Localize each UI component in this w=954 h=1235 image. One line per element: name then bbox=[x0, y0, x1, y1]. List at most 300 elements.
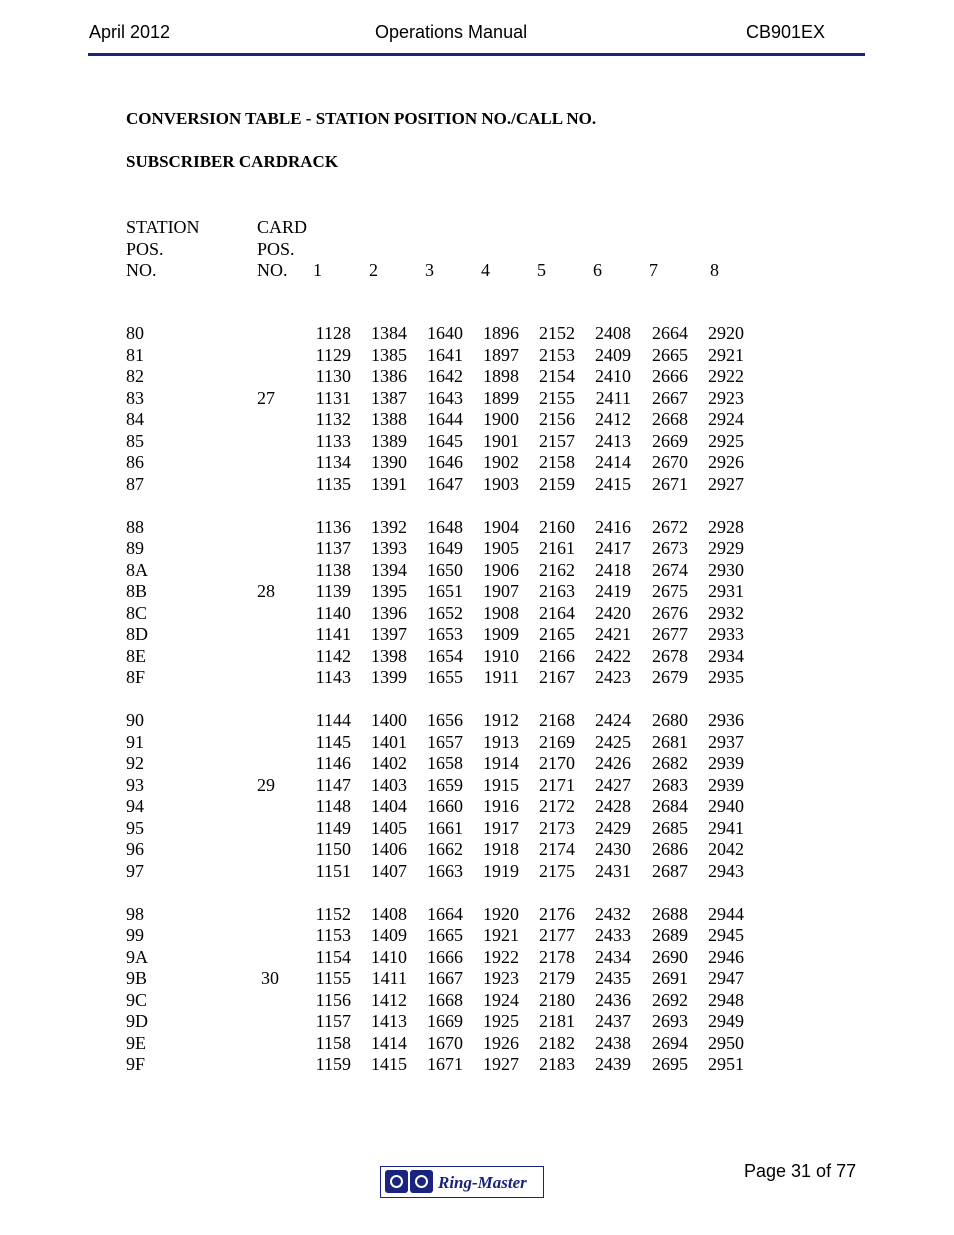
call-number-cell: 2680 bbox=[652, 710, 688, 730]
conversion-table bbox=[0, 323, 954, 1097]
station-header-line: NO. bbox=[126, 260, 157, 280]
call-number-cell: 2934 bbox=[708, 645, 744, 666]
call-number-cell: 1659 bbox=[427, 774, 463, 795]
call-number-cell: 2427 bbox=[595, 774, 631, 795]
call-number-cell: 1645 bbox=[427, 430, 463, 451]
call-number-cell: 1392 bbox=[371, 516, 407, 537]
call-number-cell: 1159 bbox=[315, 1054, 351, 1074]
call-number-cell: 1388 bbox=[371, 409, 407, 429]
call-number-cell: 1904 bbox=[483, 516, 519, 537]
call-number-cell: 2691 bbox=[652, 968, 688, 988]
table-row bbox=[0, 1011, 954, 1033]
station-pos-cell: 95 bbox=[126, 817, 144, 838]
call-number-cell: 1660 bbox=[427, 796, 463, 816]
call-number-cell: 2410 bbox=[595, 366, 631, 386]
call-number-cell: 1922 bbox=[483, 946, 519, 967]
call-number-cell: 1910 bbox=[483, 645, 519, 666]
call-number-cell: 2163 bbox=[539, 581, 575, 601]
table-row bbox=[0, 796, 954, 818]
call-number-cell: 1902 bbox=[483, 452, 519, 472]
station-pos-cell: 8D bbox=[126, 624, 148, 644]
call-number-cell: 2168 bbox=[539, 710, 575, 730]
table-row bbox=[0, 517, 954, 539]
call-number-cell: 1140 bbox=[315, 602, 351, 623]
station-pos-cell: 9B bbox=[126, 968, 148, 988]
call-number-cell: 1658 bbox=[427, 753, 463, 773]
call-number-cell: 1906 bbox=[483, 559, 519, 580]
call-number-cell: 2173 bbox=[539, 817, 575, 838]
call-number-cell: 2677 bbox=[652, 624, 688, 644]
call-number-cell: 2679 bbox=[652, 667, 688, 687]
table-row bbox=[0, 925, 954, 947]
column-number-header: 2 bbox=[369, 260, 378, 280]
call-number-cell: 2162 bbox=[539, 559, 575, 580]
table-row bbox=[0, 366, 954, 388]
call-number-cell: 1662 bbox=[427, 839, 463, 859]
call-number-cell: 2945 bbox=[708, 925, 744, 945]
call-number-cell: 2692 bbox=[652, 989, 688, 1010]
call-number-cell: 2414 bbox=[595, 452, 631, 472]
call-number-cell: 1898 bbox=[483, 366, 519, 386]
call-number-cell: 1386 bbox=[371, 366, 407, 386]
call-number-cell: 2688 bbox=[652, 903, 688, 924]
call-number-cell: 2155 bbox=[539, 387, 575, 408]
call-number-cell: 2436 bbox=[595, 989, 631, 1010]
call-number-cell: 2924 bbox=[708, 409, 744, 429]
call-number-cell: 2672 bbox=[652, 516, 688, 537]
call-number-cell: 2422 bbox=[595, 645, 631, 666]
call-number-cell: 2439 bbox=[595, 1054, 631, 1074]
call-number-cell: 1154 bbox=[315, 946, 351, 967]
call-number-cell: 2164 bbox=[539, 602, 575, 623]
call-number-cell: 2157 bbox=[539, 430, 575, 451]
call-number-cell: 2432 bbox=[595, 903, 631, 924]
call-number-cell: 2165 bbox=[539, 624, 575, 644]
station-pos-cell: 8A bbox=[126, 559, 148, 580]
station-pos-cell: 9A bbox=[126, 946, 148, 967]
call-number-cell: 2922 bbox=[708, 366, 744, 386]
call-number-cell: 1913 bbox=[483, 731, 519, 752]
call-number-cell: 1666 bbox=[427, 946, 463, 967]
call-number-cell: 1396 bbox=[371, 602, 407, 623]
call-number-cell: 1145 bbox=[315, 731, 351, 752]
call-number-cell: 1925 bbox=[483, 1011, 519, 1031]
station-pos-cell: 92 bbox=[126, 753, 144, 773]
call-number-cell: 2177 bbox=[539, 925, 575, 945]
call-number-cell: 1415 bbox=[371, 1054, 407, 1074]
call-number-cell: 1128 bbox=[315, 323, 351, 343]
call-number-cell: 2690 bbox=[652, 946, 688, 967]
call-number-cell: 1657 bbox=[427, 731, 463, 752]
ring-master-logo bbox=[380, 1166, 544, 1198]
call-number-cell: 1649 bbox=[427, 538, 463, 558]
call-number-cell: 2418 bbox=[595, 559, 631, 580]
call-number-cell: 1394 bbox=[371, 559, 407, 580]
call-number-cell: 1137 bbox=[315, 538, 351, 558]
station-pos-cell: 85 bbox=[126, 430, 144, 451]
table-row bbox=[0, 968, 954, 990]
call-number-cell: 2431 bbox=[595, 860, 631, 881]
call-number-cell: 1917 bbox=[483, 817, 519, 838]
table-row bbox=[0, 431, 954, 453]
call-number-cell: 1918 bbox=[483, 839, 519, 859]
call-number-cell: 1647 bbox=[427, 473, 463, 494]
call-number-cell: 2951 bbox=[708, 1054, 744, 1074]
call-number-cell: 2926 bbox=[708, 452, 744, 472]
call-number-cell: 1156 bbox=[315, 989, 351, 1010]
call-number-cell: 1138 bbox=[315, 559, 351, 580]
station-pos-cell: 8F bbox=[126, 667, 146, 687]
call-number-cell: 1153 bbox=[315, 925, 351, 945]
call-number-cell: 1640 bbox=[427, 323, 463, 343]
column-number-header: 4 bbox=[481, 260, 490, 280]
call-number-cell: 2153 bbox=[539, 344, 575, 365]
call-number-cell: 1401 bbox=[371, 731, 407, 752]
call-number-cell: 2428 bbox=[595, 796, 631, 816]
call-number-cell: 2423 bbox=[595, 667, 631, 687]
call-number-cell: 1136 bbox=[315, 516, 351, 537]
call-number-cell: 1671 bbox=[427, 1054, 463, 1074]
call-number-cell: 2419 bbox=[595, 581, 631, 601]
call-number-cell: 2925 bbox=[708, 430, 744, 451]
call-number-cell: 2152 bbox=[539, 323, 575, 343]
table-row bbox=[0, 1054, 954, 1076]
call-number-cell: 2936 bbox=[708, 710, 744, 730]
call-number-cell: 2684 bbox=[652, 796, 688, 816]
call-number-cell: 2425 bbox=[595, 731, 631, 752]
station-pos-cell: 97 bbox=[126, 860, 144, 881]
call-number-cell: 1900 bbox=[483, 409, 519, 429]
call-number-cell: 2160 bbox=[539, 516, 575, 537]
station-pos-cell: 87 bbox=[126, 473, 144, 494]
column-number-header: 3 bbox=[425, 260, 434, 280]
station-pos-cell: 91 bbox=[126, 731, 144, 752]
call-number-cell: 1655 bbox=[427, 667, 463, 687]
call-number-cell: 2927 bbox=[708, 473, 744, 494]
card-pos-cell: 30 bbox=[261, 968, 279, 988]
call-number-cell: 1926 bbox=[483, 1032, 519, 1053]
call-number-cell: 2154 bbox=[539, 366, 575, 386]
call-number-cell: 1135 bbox=[315, 473, 351, 494]
station-pos-cell: 9F bbox=[126, 1054, 146, 1074]
call-number-cell: 2417 bbox=[595, 538, 631, 558]
call-number-cell: 2166 bbox=[539, 645, 575, 666]
header-model: CB901EX bbox=[746, 22, 826, 42]
station-pos-cell: 8B bbox=[126, 581, 148, 601]
call-number-cell: 1914 bbox=[483, 753, 519, 773]
call-number-cell: 2180 bbox=[539, 989, 575, 1010]
call-number-cell: 2921 bbox=[708, 344, 744, 365]
call-number-cell: 1412 bbox=[371, 989, 407, 1010]
column-number-header: 8 bbox=[710, 260, 719, 280]
call-number-cell: 2929 bbox=[708, 538, 744, 558]
station-pos-cell: 99 bbox=[126, 925, 144, 945]
station-pos-cell: 90 bbox=[126, 710, 144, 730]
call-number-cell: 1393 bbox=[371, 538, 407, 558]
card-group bbox=[0, 710, 954, 882]
call-number-cell: 2671 bbox=[652, 473, 688, 494]
call-number-cell: 2412 bbox=[595, 409, 631, 429]
table-row bbox=[0, 1033, 954, 1055]
column-number-header: 7 bbox=[649, 260, 658, 280]
call-number-cell: 1407 bbox=[371, 860, 407, 881]
call-number-cell: 1390 bbox=[371, 452, 407, 472]
call-number-cell: 2158 bbox=[539, 452, 575, 472]
call-number-cell: 2931 bbox=[708, 581, 744, 601]
call-number-cell: 2937 bbox=[708, 731, 744, 752]
call-number-cell: 2920 bbox=[708, 323, 744, 343]
table-row bbox=[0, 388, 954, 410]
table-row bbox=[0, 452, 954, 474]
call-number-cell: 2939 bbox=[708, 753, 744, 773]
station-pos-cell: 83 bbox=[126, 387, 144, 408]
call-number-cell: 1395 bbox=[371, 581, 407, 601]
call-number-cell: 2664 bbox=[652, 323, 688, 343]
call-number-cell: 1398 bbox=[371, 645, 407, 666]
table-title: CONVERSION TABLE - STATION POSITION NO./CALL NO. bbox=[126, 109, 597, 128]
call-number-cell: 2930 bbox=[708, 559, 744, 580]
call-number-cell: 1652 bbox=[427, 602, 463, 623]
call-number-cell: 1669 bbox=[427, 1011, 463, 1031]
call-number-cell: 1651 bbox=[427, 581, 463, 601]
call-number-cell: 2675 bbox=[652, 581, 688, 601]
table-subtitle: SUBSCRIBER CARDRACK bbox=[126, 152, 339, 171]
call-number-cell: 2939 bbox=[708, 774, 744, 795]
call-number-cell: 1141 bbox=[315, 624, 351, 644]
call-number-cell: 2941 bbox=[708, 817, 744, 838]
card-group bbox=[0, 323, 954, 495]
call-number-cell: 1134 bbox=[315, 452, 351, 472]
call-number-cell: 2411 bbox=[595, 387, 631, 408]
station-pos-cell: 84 bbox=[126, 409, 144, 429]
call-number-cell: 2665 bbox=[652, 344, 688, 365]
call-number-cell: 1644 bbox=[427, 409, 463, 429]
call-number-cell: 1909 bbox=[483, 624, 519, 644]
call-number-cell: 1896 bbox=[483, 323, 519, 343]
call-number-cell: 1406 bbox=[371, 839, 407, 859]
call-number-cell: 2174 bbox=[539, 839, 575, 859]
call-number-cell: 1642 bbox=[427, 366, 463, 386]
table-row bbox=[0, 474, 954, 496]
station-pos-header bbox=[126, 217, 200, 282]
call-number-cell: 2430 bbox=[595, 839, 631, 859]
call-number-cell: 2183 bbox=[539, 1054, 575, 1074]
table-row bbox=[0, 603, 954, 625]
header-date: April 2012 bbox=[89, 22, 171, 42]
header-divider bbox=[88, 53, 865, 56]
card-header-line: NO. bbox=[257, 260, 288, 280]
call-number-cell: 2928 bbox=[708, 516, 744, 537]
call-number-cell: 1656 bbox=[427, 710, 463, 730]
call-number-cell: 2950 bbox=[708, 1032, 744, 1053]
call-number-cell: 1667 bbox=[427, 968, 463, 988]
call-number-cell: 1391 bbox=[371, 473, 407, 494]
station-pos-cell: 9D bbox=[126, 1011, 148, 1031]
logo-ring-icon bbox=[410, 1170, 433, 1193]
call-number-cell: 1912 bbox=[483, 710, 519, 730]
station-pos-cell: 88 bbox=[126, 516, 144, 537]
call-number-cell: 1646 bbox=[427, 452, 463, 472]
column-number-header: 5 bbox=[537, 260, 546, 280]
call-number-cell: 1654 bbox=[427, 645, 463, 666]
call-number-cell: 2946 bbox=[708, 946, 744, 967]
call-number-cell: 1921 bbox=[483, 925, 519, 945]
call-number-cell: 2673 bbox=[652, 538, 688, 558]
call-number-cell: 2669 bbox=[652, 430, 688, 451]
call-number-cell: 1397 bbox=[371, 624, 407, 644]
table-row bbox=[0, 990, 954, 1012]
card-header-line: CARD bbox=[257, 217, 308, 237]
call-number-cell: 2687 bbox=[652, 860, 688, 881]
column-number-header: 6 bbox=[593, 260, 602, 280]
call-number-cell: 2413 bbox=[595, 430, 631, 451]
station-header-line: STATION bbox=[126, 217, 200, 237]
call-number-cell: 1150 bbox=[315, 839, 351, 859]
call-number-cell: 2674 bbox=[652, 559, 688, 580]
table-row bbox=[0, 624, 954, 646]
call-number-cell: 1148 bbox=[315, 796, 351, 816]
call-number-cell: 2042 bbox=[708, 839, 744, 859]
table-row bbox=[0, 667, 954, 689]
call-number-cell: 1146 bbox=[315, 753, 351, 773]
call-number-cell: 1410 bbox=[371, 946, 407, 967]
call-number-cell: 1403 bbox=[371, 774, 407, 795]
table-row bbox=[0, 775, 954, 797]
call-number-cell: 1923 bbox=[483, 968, 519, 988]
call-number-cell: 1915 bbox=[483, 774, 519, 795]
call-number-cell: 1387 bbox=[371, 387, 407, 408]
call-number-cell: 1670 bbox=[427, 1032, 463, 1053]
call-number-cell: 1131 bbox=[315, 387, 351, 408]
call-number-cell: 2438 bbox=[595, 1032, 631, 1053]
call-number-cell: 1911 bbox=[483, 667, 519, 687]
table-row bbox=[0, 753, 954, 775]
call-number-cell: 2935 bbox=[708, 667, 744, 687]
call-number-cell: 2161 bbox=[539, 538, 575, 558]
header-title: Operations Manual bbox=[375, 22, 528, 42]
call-number-cell: 1389 bbox=[371, 430, 407, 451]
call-number-cell: 2182 bbox=[539, 1032, 575, 1053]
call-number-cell: 1661 bbox=[427, 817, 463, 838]
call-number-cell: 2694 bbox=[652, 1032, 688, 1053]
call-number-cell: 2408 bbox=[595, 323, 631, 343]
call-number-cell: 2176 bbox=[539, 903, 575, 924]
station-pos-cell: 96 bbox=[126, 839, 144, 859]
call-number-cell: 1129 bbox=[315, 344, 351, 365]
call-number-cell: 2172 bbox=[539, 796, 575, 816]
logo-text: Ring-Master bbox=[438, 1173, 527, 1192]
table-row bbox=[0, 861, 954, 883]
call-number-cell: 2167 bbox=[539, 667, 575, 687]
call-number-cell: 1144 bbox=[315, 710, 351, 730]
call-number-cell: 2416 bbox=[595, 516, 631, 537]
call-number-cell: 1385 bbox=[371, 344, 407, 365]
card-pos-cell: 28 bbox=[257, 581, 275, 601]
call-number-cell: 2175 bbox=[539, 860, 575, 881]
call-number-cell: 1409 bbox=[371, 925, 407, 945]
call-number-cell: 2415 bbox=[595, 473, 631, 494]
call-number-cell: 1641 bbox=[427, 344, 463, 365]
card-group bbox=[0, 517, 954, 689]
call-number-cell: 2676 bbox=[652, 602, 688, 623]
station-pos-cell: 82 bbox=[126, 366, 144, 386]
call-number-cell: 1132 bbox=[315, 409, 351, 429]
call-number-cell: 1908 bbox=[483, 602, 519, 623]
call-number-cell: 1147 bbox=[315, 774, 351, 795]
call-number-cell: 2695 bbox=[652, 1054, 688, 1074]
call-number-cell: 2944 bbox=[708, 903, 744, 924]
call-number-cell: 1152 bbox=[315, 903, 351, 924]
call-number-cell: 2681 bbox=[652, 731, 688, 752]
call-number-cell: 1414 bbox=[371, 1032, 407, 1053]
station-pos-cell: 9C bbox=[126, 989, 148, 1010]
call-number-cell: 1157 bbox=[315, 1011, 351, 1031]
page-number: Page 31 of 77 bbox=[744, 1161, 857, 1181]
table-row bbox=[0, 732, 954, 754]
call-number-cell: 2169 bbox=[539, 731, 575, 752]
call-number-cell: 1907 bbox=[483, 581, 519, 601]
table-row bbox=[0, 904, 954, 926]
call-number-cell: 2171 bbox=[539, 774, 575, 795]
call-number-cell: 2668 bbox=[652, 409, 688, 429]
call-number-cell: 1901 bbox=[483, 430, 519, 451]
call-number-cell: 1384 bbox=[371, 323, 407, 343]
logo-ring-icon bbox=[385, 1170, 408, 1193]
call-number-cell: 1916 bbox=[483, 796, 519, 816]
call-number-cell: 1413 bbox=[371, 1011, 407, 1031]
table-row bbox=[0, 818, 954, 840]
call-number-cell: 2933 bbox=[708, 624, 744, 644]
call-number-cell: 2670 bbox=[652, 452, 688, 472]
call-number-cell: 2156 bbox=[539, 409, 575, 429]
call-number-cell: 1663 bbox=[427, 860, 463, 881]
station-pos-cell: 8E bbox=[126, 645, 146, 666]
station-pos-cell: 98 bbox=[126, 903, 144, 924]
call-number-cell: 1155 bbox=[315, 968, 351, 988]
table-row bbox=[0, 409, 954, 431]
station-pos-cell: 80 bbox=[126, 323, 144, 343]
table-row bbox=[0, 581, 954, 603]
call-number-cell: 1924 bbox=[483, 989, 519, 1010]
call-number-cell: 1142 bbox=[315, 645, 351, 666]
call-number-cell: 2947 bbox=[708, 968, 744, 988]
call-number-cell: 2693 bbox=[652, 1011, 688, 1031]
call-number-cell: 1899 bbox=[483, 387, 519, 408]
call-number-cell: 1648 bbox=[427, 516, 463, 537]
table-row bbox=[0, 538, 954, 560]
call-number-cell: 2409 bbox=[595, 344, 631, 365]
card-header-line: POS. bbox=[257, 238, 295, 259]
call-number-cell: 2923 bbox=[708, 387, 744, 408]
call-number-cell: 1927 bbox=[483, 1054, 519, 1074]
call-number-cell: 1399 bbox=[371, 667, 407, 687]
call-number-cell: 2949 bbox=[708, 1011, 744, 1031]
call-number-cell: 2685 bbox=[652, 817, 688, 838]
call-number-cell: 1408 bbox=[371, 903, 407, 924]
call-number-cell: 2686 bbox=[652, 839, 688, 859]
call-number-cell: 2426 bbox=[595, 753, 631, 773]
call-number-cell: 1653 bbox=[427, 624, 463, 644]
call-number-cell: 2932 bbox=[708, 602, 744, 623]
call-number-cell: 2682 bbox=[652, 753, 688, 773]
card-pos-cell: 29 bbox=[257, 774, 275, 795]
station-pos-cell: 9E bbox=[126, 1032, 146, 1053]
table-row bbox=[0, 323, 954, 345]
call-number-cell: 1664 bbox=[427, 903, 463, 924]
call-number-cell: 1143 bbox=[315, 667, 351, 687]
call-number-cell: 2420 bbox=[595, 602, 631, 623]
call-number-cell: 1151 bbox=[315, 860, 351, 881]
